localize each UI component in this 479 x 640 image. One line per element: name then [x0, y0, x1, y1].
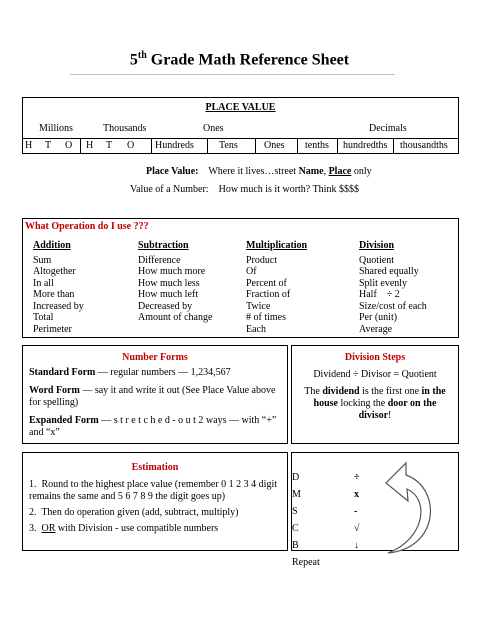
- step-letter: M: [292, 489, 301, 500]
- dmscb-letters: [292, 469, 320, 571]
- keyword: More than: [33, 289, 75, 300]
- division-column: [359, 240, 427, 335]
- value-label: Value of a Number:: [130, 184, 209, 195]
- estimation-step-1: 1. Round to the highest place value (remember 0 1 2 3 4 digit remains the same and 5 6 7 8 9 the digit goes up): [29, 479, 277, 502]
- step-letter: B: [292, 540, 299, 551]
- keyword: Amount of change: [138, 312, 213, 323]
- multiply-symbol: x: [354, 489, 359, 500]
- word-form: Word Form — say it and write it out (See Place Value above for spelling): [29, 385, 276, 408]
- pv-place: Place: [328, 166, 352, 177]
- column-title: Multiplication: [246, 240, 308, 251]
- keyword: Shared equally: [359, 266, 419, 277]
- expanded-form: Expanded Form — s t r e t c h e d - o u t 2 ways — with “+” and “x”: [29, 415, 277, 438]
- title-number: 5: [129, 51, 138, 69]
- step-letter: S: [292, 506, 298, 517]
- keyword: Each: [246, 323, 266, 335]
- number-forms-heading: Number Forms: [122, 352, 188, 363]
- addition-column: [33, 240, 84, 335]
- keyword: Twice: [246, 300, 271, 312]
- value-of-number-definition: [130, 184, 359, 195]
- multiplication-column: [246, 240, 307, 335]
- column-title: Subtraction: [138, 240, 189, 251]
- pv-label: Place Value:: [146, 166, 199, 177]
- place-cell: T: [106, 140, 113, 151]
- place-separator: [393, 139, 394, 153]
- keyword: Percent of: [246, 277, 287, 289]
- subtract-symbol: -: [354, 506, 358, 517]
- place-cell: H: [25, 140, 33, 151]
- keyword: Fraction of: [246, 289, 291, 300]
- keyword: Per (unit): [359, 312, 398, 323]
- place-cell: hundredths: [343, 140, 388, 151]
- place-separator: [297, 139, 298, 153]
- keyword: # of times: [246, 312, 286, 323]
- place-value-places: [23, 138, 458, 153]
- place-separator: [80, 139, 81, 153]
- title-sup: th: [137, 50, 147, 61]
- keyword: Total: [33, 312, 54, 323]
- estimation-heading: Estimation: [131, 462, 179, 473]
- place-cell: tenths: [305, 140, 329, 151]
- keyword: Perimeter: [33, 323, 72, 335]
- operations-box: [22, 218, 459, 338]
- page-title: [0, 50, 479, 69]
- keyword: Product: [246, 254, 278, 266]
- keyword: Altogether: [33, 266, 76, 277]
- keyword: Split evenly: [359, 277, 408, 289]
- place-separator: [337, 139, 338, 153]
- repeat-arrow-icon: [380, 453, 450, 563]
- operations-heading: What Operation do I use ???: [25, 221, 149, 232]
- pv-name: Name: [298, 166, 324, 177]
- keyword: Of: [246, 266, 257, 277]
- keyword: Increased by: [33, 300, 84, 312]
- step-letter: Repeat: [292, 557, 320, 568]
- keyword: How much more: [138, 266, 206, 277]
- step-letter: D: [292, 472, 300, 483]
- keyword: Half ÷ 2: [359, 289, 400, 300]
- place-separator: [255, 139, 256, 153]
- keyword: How much less: [138, 277, 200, 289]
- pv-text: Where it lives…street: [208, 166, 297, 177]
- place-cell: O: [65, 140, 73, 151]
- place-cell: thousandths: [400, 140, 448, 151]
- group-millions: Millions: [39, 123, 73, 134]
- keyword: Difference: [138, 254, 181, 266]
- estimation-step-3: 3. OR with Division - use compatible numbers: [29, 523, 219, 534]
- division-note: The dividend is the first one in the house locking the door on the divisor!: [304, 386, 446, 421]
- standard-form: Standard Form — regular numbers — 1,234,567: [29, 367, 231, 378]
- keyword: In all: [33, 277, 54, 289]
- group-decimals: Decimals: [369, 123, 407, 134]
- number-forms-box: [22, 345, 288, 444]
- place-cell: H: [86, 140, 94, 151]
- keyword: Sum: [33, 254, 52, 266]
- bring-down-arrow: ↓: [354, 540, 359, 551]
- estimation-box: [22, 452, 288, 551]
- title-text: Grade Math Reference Sheet: [146, 51, 350, 69]
- place-cell: Ones: [264, 140, 285, 151]
- division-steps-box: [291, 345, 459, 444]
- division-steps-list: [291, 452, 459, 568]
- place-separator: [207, 139, 208, 153]
- divide-symbol: ÷: [354, 472, 360, 483]
- keyword: How much left: [138, 289, 198, 300]
- place-cell: O: [127, 140, 135, 151]
- keyword: Quotient: [359, 254, 394, 266]
- place-value-box: [22, 97, 459, 154]
- subtraction-column: [138, 240, 212, 324]
- dmscb-symbols: [354, 469, 360, 554]
- keyword: Average: [359, 323, 393, 335]
- estimation-step-2: 2. Then do operation given (add, subtract, multiply): [29, 507, 239, 518]
- value-text: How much is it worth? Think $$$$: [218, 184, 359, 195]
- group-ones: Ones: [203, 123, 224, 134]
- place-cell: Tens: [219, 140, 238, 151]
- step-letter: C: [292, 523, 299, 534]
- pv-only: only: [353, 166, 372, 177]
- place-value-definition: [146, 166, 372, 177]
- division-formula: Dividend ÷ Divisor = Quotient: [313, 369, 437, 380]
- column-title: Addition: [33, 240, 71, 251]
- place-separator: [151, 139, 152, 153]
- place-cell: Hundreds: [155, 140, 194, 151]
- keyword: Decreased by: [138, 300, 193, 312]
- place-cell: T: [45, 140, 52, 151]
- place-value-groups: [23, 123, 458, 137]
- check-symbol: √: [354, 523, 360, 534]
- column-title: Division: [359, 240, 395, 251]
- pv-comma: ,: [323, 166, 327, 177]
- division-steps-heading: Division Steps: [344, 352, 406, 363]
- group-thousands: Thousands: [103, 123, 147, 134]
- keyword: Size/cost of each: [359, 300, 427, 312]
- title-divider: [70, 74, 395, 75]
- place-value-heading: PLACE VALUE: [205, 102, 276, 113]
